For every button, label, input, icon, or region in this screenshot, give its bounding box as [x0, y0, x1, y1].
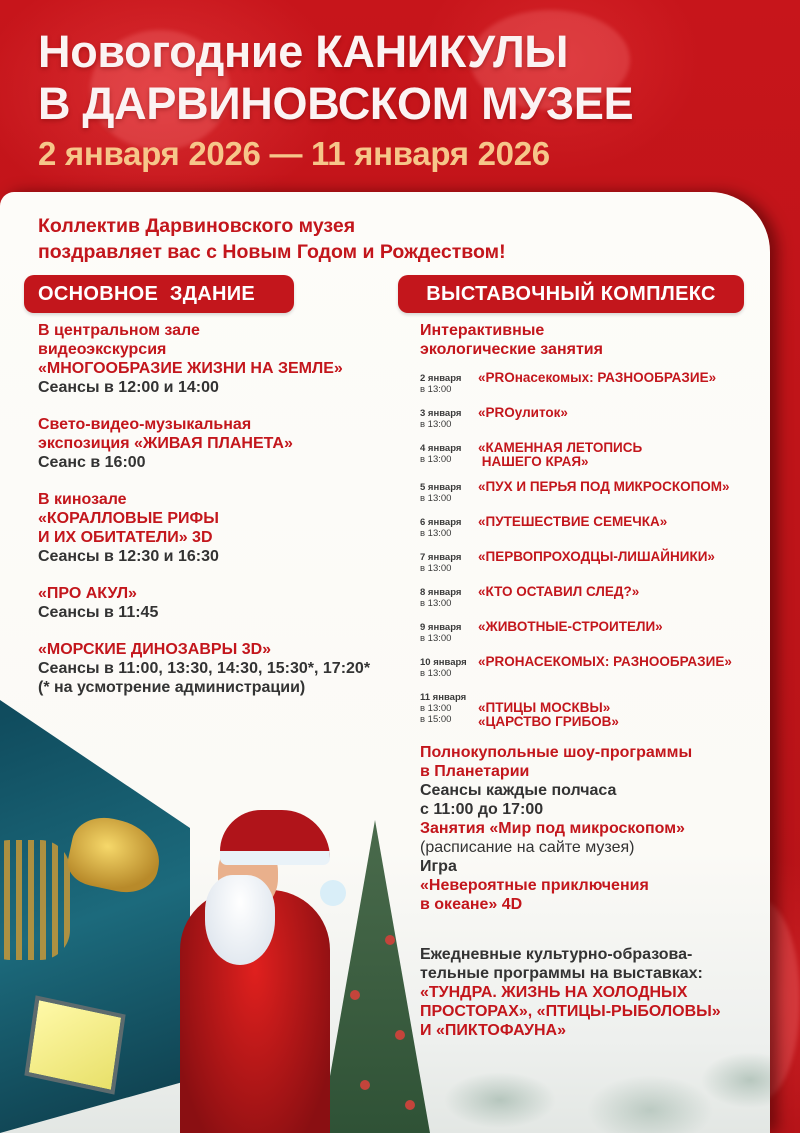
- event-title: «МОРСКИЕ ДИНОЗАВРЫ 3D»: [38, 641, 272, 658]
- schedule-date: 5 января: [420, 482, 462, 493]
- schedule-title: «ЦАРСТВО ГРИБОВ»: [478, 714, 619, 729]
- schedule-time: в 13:00: [420, 633, 452, 644]
- christmas-tree: [320, 820, 430, 1133]
- daily-title: ПРОСТОРАХ», «ПТИЦЫ-РЫБОЛОВЫ»: [420, 1003, 721, 1020]
- schedule-title: «ПТИЦЫ МОСКВЫ»: [478, 700, 611, 715]
- schedule-title: «ПЕРВОПРОХОДЦЫ-ЛИШАЙНИКИ»: [478, 549, 715, 564]
- santa-hat-pompom: [320, 880, 346, 906]
- event-note: (* на усмотрение администрации): [38, 679, 306, 696]
- poster-header: [38, 26, 633, 174]
- exhibition-complex-column: [420, 321, 770, 914]
- greeting: [38, 213, 506, 265]
- schedule-date: 6 января: [420, 517, 462, 528]
- event-sessions: Сеансы в 12:00 и 14:00: [38, 379, 219, 396]
- event-block: [38, 415, 398, 472]
- schedule-date: 3 января: [420, 408, 462, 419]
- schedule-time: в 13:00: [420, 384, 452, 395]
- event-block: [38, 640, 398, 697]
- schedule-title: «ПУХ И ПЕРЬЯ ПОД МИКРОСКОПОМ»: [478, 479, 730, 494]
- schedule-row: [420, 441, 770, 469]
- event-title: В центральном зале: [38, 322, 200, 339]
- schedule-time: в 13:00: [420, 528, 452, 539]
- event-title: видеоэкскурсия: [38, 341, 167, 358]
- schedule-time: в 13:00: [420, 493, 452, 504]
- ornament: [350, 990, 360, 1000]
- event-title: экспозиция «ЖИВАЯ ПЛАНЕТА»: [38, 435, 293, 452]
- microscope-title: Занятия «Мир под микроскопом»: [420, 820, 685, 837]
- planetarium-sessions: Сеансы каждые полчаса: [420, 782, 617, 799]
- planetarium-title: Полнокупольные шоу-программы: [420, 744, 693, 761]
- ornament: [395, 1030, 405, 1040]
- planetarium-sessions: с 11:00 до 17:00: [420, 801, 544, 818]
- event-block: [38, 584, 398, 622]
- event-title: И ИХ ОБИТАТЕЛИ» 3D: [38, 529, 213, 546]
- event-title: «КОРАЛЛОВЫЕ РИФЫ: [38, 510, 219, 527]
- schedule-date: 8 января: [420, 587, 462, 598]
- schedule-date: 7 января: [420, 552, 462, 563]
- section-heading-exhibition-complex: ВЫСТАВОЧНЫЙ КОМПЛЕКС: [398, 275, 744, 313]
- schedule-row: [420, 655, 770, 679]
- greeting-line-2: поздравляет вас с Новым Годом и Рождеством!: [38, 241, 506, 263]
- game-title: «Невероятные приключения: [420, 877, 649, 894]
- planetarium-title: в Планетарии: [420, 763, 530, 780]
- event-sessions: Сеансы в 11:45: [38, 604, 159, 621]
- eco-lessons-title: экологические занятия: [420, 341, 603, 358]
- schedule-date: 2 января: [420, 373, 462, 384]
- schedule-row: [420, 406, 770, 430]
- game-label: Игра: [420, 858, 457, 875]
- ornament: [405, 1100, 415, 1110]
- event-title: «ПРО АКУЛ»: [38, 585, 137, 602]
- dinosaur-skeleton: [0, 840, 70, 960]
- daily-intro: тельные программы на выставках:: [420, 965, 703, 982]
- schedule-time: в 15:00: [420, 714, 452, 725]
- schedule-title: «PROулиток»: [478, 405, 568, 420]
- schedule-title: «PROнасекомых: РАЗНООБРАЗИЕ»: [478, 370, 717, 385]
- schedule-row: [420, 480, 770, 504]
- event-sessions: Сеанс в 16:00: [38, 454, 146, 471]
- event-block: [38, 490, 398, 566]
- schedule-title: «PROНАСЕКОМЫХ: РАЗНООБРАЗИЕ»: [478, 654, 732, 669]
- daily-intro: Ежедневные культурно-образова-: [420, 946, 693, 963]
- schedule-time: в 13:00: [420, 598, 452, 609]
- main-building-column: [38, 321, 398, 715]
- schedule-time: в 13:00: [420, 454, 452, 465]
- section-heading-main-building: ОСНОВНОЕ ЗДАНИЕ: [24, 275, 294, 313]
- event-title: В кинозале: [38, 491, 127, 508]
- schedule-time: в 13:00: [420, 419, 452, 430]
- title-line-2: В ДАРВИНОВСКОМ МУЗЕЕ: [38, 78, 634, 129]
- title-line-1: Новогодние КАНИКУЛЫ: [38, 26, 569, 77]
- schedule-title: НАШЕГО КРАЯ»: [478, 454, 589, 469]
- event-sessions: Сеансы в 12:30 и 16:30: [38, 548, 219, 565]
- schedule-date: 4 января: [420, 443, 462, 454]
- schedule-row: [420, 550, 770, 574]
- santa-hat: [220, 810, 330, 865]
- schedule-title: «КАМЕННАЯ ЛЕТОПИСЬ: [478, 440, 643, 455]
- santa-beard: [205, 875, 275, 965]
- pine-branches-decoration: [420, 1040, 770, 1133]
- schedule-title: «ЖИВОТНЫЕ-СТРОИТЕЛИ»: [478, 619, 663, 634]
- ornament: [385, 935, 395, 945]
- event-title: «МНОГООБРАЗИЕ ЖИЗНИ НА ЗЕМЛЕ»: [38, 360, 343, 377]
- schedule-date: 9 января: [420, 622, 462, 633]
- daily-title: «ТУНДРА. ЖИЗНЬ НА ХОЛОДНЫХ: [420, 984, 688, 1001]
- schedule-title: «ПУТЕШЕСТВИЕ СЕМЕЧКА»: [478, 514, 668, 529]
- schedule-time: в 13:00: [420, 563, 452, 574]
- santa-dinosaur-illustration: [0, 700, 430, 1133]
- schedule-date: 11 января: [420, 692, 467, 703]
- event-dates: 2 января 2026 — 11 января 2026: [38, 135, 550, 172]
- game-title: в океане» 4D: [420, 896, 523, 913]
- schedule-time: в 13:00: [420, 703, 452, 714]
- schedule-row: [420, 371, 770, 395]
- eco-lessons-title: Интерактивные: [420, 322, 545, 339]
- greeting-line-1: Коллектив Дарвиновского музея: [38, 215, 356, 237]
- schedule-date: 10 января: [420, 657, 467, 668]
- schedule-time: в 13:00: [420, 668, 452, 679]
- schedule-row: [420, 515, 770, 539]
- schedule-row: [420, 585, 770, 609]
- eco-schedule: [420, 371, 770, 729]
- planetarium-block: [420, 743, 770, 914]
- schedule-row: [420, 690, 770, 729]
- schedule-title: «КТО ОСТАВИЛ СЛЕД?»: [478, 584, 640, 599]
- daily-programs: [420, 945, 770, 1040]
- microscope-note: (расписание на сайте музея): [420, 839, 635, 856]
- schedule-row: [420, 620, 770, 644]
- daily-title: И «ПИКТОФАУНА»: [420, 1022, 566, 1039]
- event-title: Свето-видео-музыкальная: [38, 416, 252, 433]
- ornament: [360, 1080, 370, 1090]
- event-sessions: Сеансы в 11:00, 13:30, 14:30, 15:30*, 17:20*: [38, 660, 371, 677]
- event-block: [38, 321, 398, 397]
